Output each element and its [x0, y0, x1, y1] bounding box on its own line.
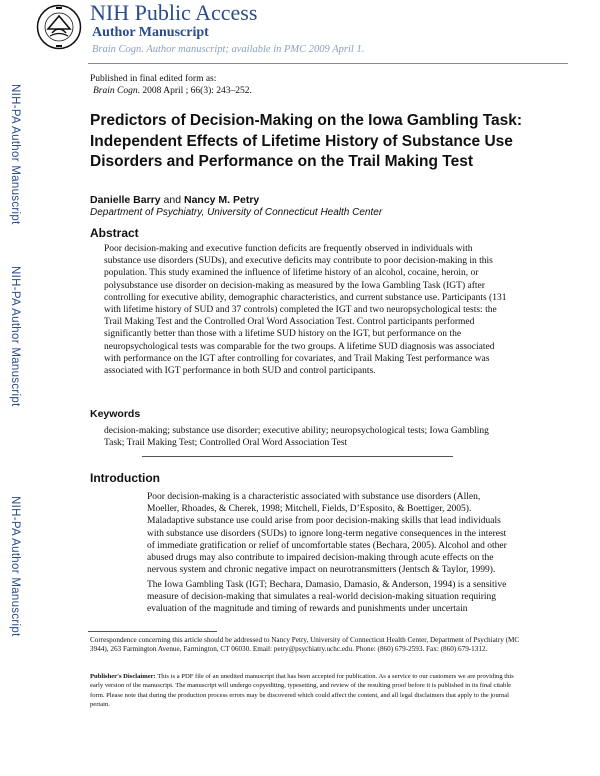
disclaimer-text: This is a PDF file of an unedited manuscript that has been accepted for publication. As a service to our customers we are providing this early version of the manuscript. The manuscript will undergo copyediting, typesetting, and review of the resulting proof before it is published in its final citable form. Please note that during the production process errors may be discovered which could affect the content, and all legal disclaimers that apply to the journal pertain. [90, 673, 514, 708]
disclaimer-label: Publisher's Disclaimer: [90, 673, 156, 680]
abstract-heading: Abstract [90, 226, 139, 240]
citation-details: . 2008 April ; 66(3): 243–252. [137, 86, 252, 96]
correspondence-note: Correspondence concerning this article should be addressed to Nancy Petry, University of Connecticut Health Center, Department of Psychiatry (MC 3944), 263 Farmington Avenue, Farmington, CT 06030. Email: petry@psychiatry.uchc.edu. Phone: (860) 679-2593. Fax: (860) 679-1312. [90, 636, 520, 654]
side-banner-top: NIH-PA Author Manuscript [9, 84, 21, 225]
author-name: Nancy M. Petry [183, 194, 260, 206]
author-affiliation: Department of Psychiatry, University of Connecticut Health Center [90, 207, 383, 218]
side-banner-middle: NIH-PA Author Manuscript [9, 266, 21, 407]
publisher-disclaimer [90, 672, 520, 709]
journal-name: Brain Cogn [93, 86, 138, 96]
introduction-paragraph-2: The Iowa Gambling Task (IGT; Bechara, Damasio, Damasio, & Anderson, 1994) is a sensitive measure of decision-making that simulates a real-world decision-making situation requiring evaluation of the magnitude and timing of rewards and punishments under uncertain [147, 580, 507, 615]
header-divider [88, 63, 568, 64]
author-manuscript-label: Author Manuscript [92, 25, 209, 40]
author-separator: and [160, 194, 184, 206]
introduction-paragraph-1: Poor decision-making is a characteristic associated with substance use disorders (Allen, Moeller, Rhoades, & Cherek, 1998; Mitchell, Fields, D’Esposito, & Boettiger, 2005). Maladaptive substance use could arise from poor decision-making skills that lead individuals with substance use disorders (SUDs) to ignore long-term negative consequences in the interest of immediate gratification or relief of uncomfortable states (Bechara, 2005). Alcohol and other abused drugs may also contribute to impaired decision-making through acute effects on the nervous system and chronic negative impact on neurotransmitters (Jentsch & Taylor, 1999). [147, 492, 507, 576]
abstract-text: Poor decision-making and executive function deficits are frequently observed in individuals with substance use disorders (SUDs), and executive deficits may contribute to poor decision-making in this population. This study examined the influence of lifetime history of an alcohol, cocaine, heroin, or polysubstance use disorder on decision-making as measured by the Iowa Gambling Task (IGT) after controlling for executive ability, demographic characteristics, and current substance use. Participants (131 with lifetime history of SUD and 37 controls) completed the IGT and two neuropsychological tests: the Trail Making Test and the Controlled Oral Word Association Test. Control participants performed significantly better than those with a lifetime SUD history on the IGT, but performance on the neuropsychological tests was comparable for the two groups. A lifetime SUD diagnosis was associated with performance on the IGT after controlling for covariates, and Trail Making Test performance was associated with IGT performance in both SUD and control participants. [104, 244, 507, 377]
author-list [90, 194, 259, 206]
footnote-divider [88, 631, 217, 632]
published-form-label: Published in final edited form as: [90, 74, 217, 84]
article-title: Predictors of Decision-Making on the Iowa Gambling Task: Independent Effects of Lifetime History of Substance Use Disorders and Performance on the Trail Making Test [90, 112, 523, 170]
nih-public-access-title: NIH Public Access [90, 0, 258, 25]
pmc-availability-line: Brain Cogn. Author manuscript; available in PMC 2009 April 1. [92, 44, 365, 55]
journal-citation [93, 86, 252, 96]
keywords-text: decision-making; substance use disorder; executive ability; neuropsychological tests; Iowa Gambling Task; Trail Making Test; Controlled Oral Word Association Test [104, 426, 489, 448]
side-banner-bottom: NIH-PA Author Manuscript [9, 496, 21, 637]
author-name: Danielle Barry [90, 194, 161, 206]
nih-logo [36, 4, 82, 50]
keywords-heading: Keywords [90, 408, 141, 420]
introduction-heading: Introduction [90, 471, 160, 485]
section-divider [142, 456, 453, 457]
